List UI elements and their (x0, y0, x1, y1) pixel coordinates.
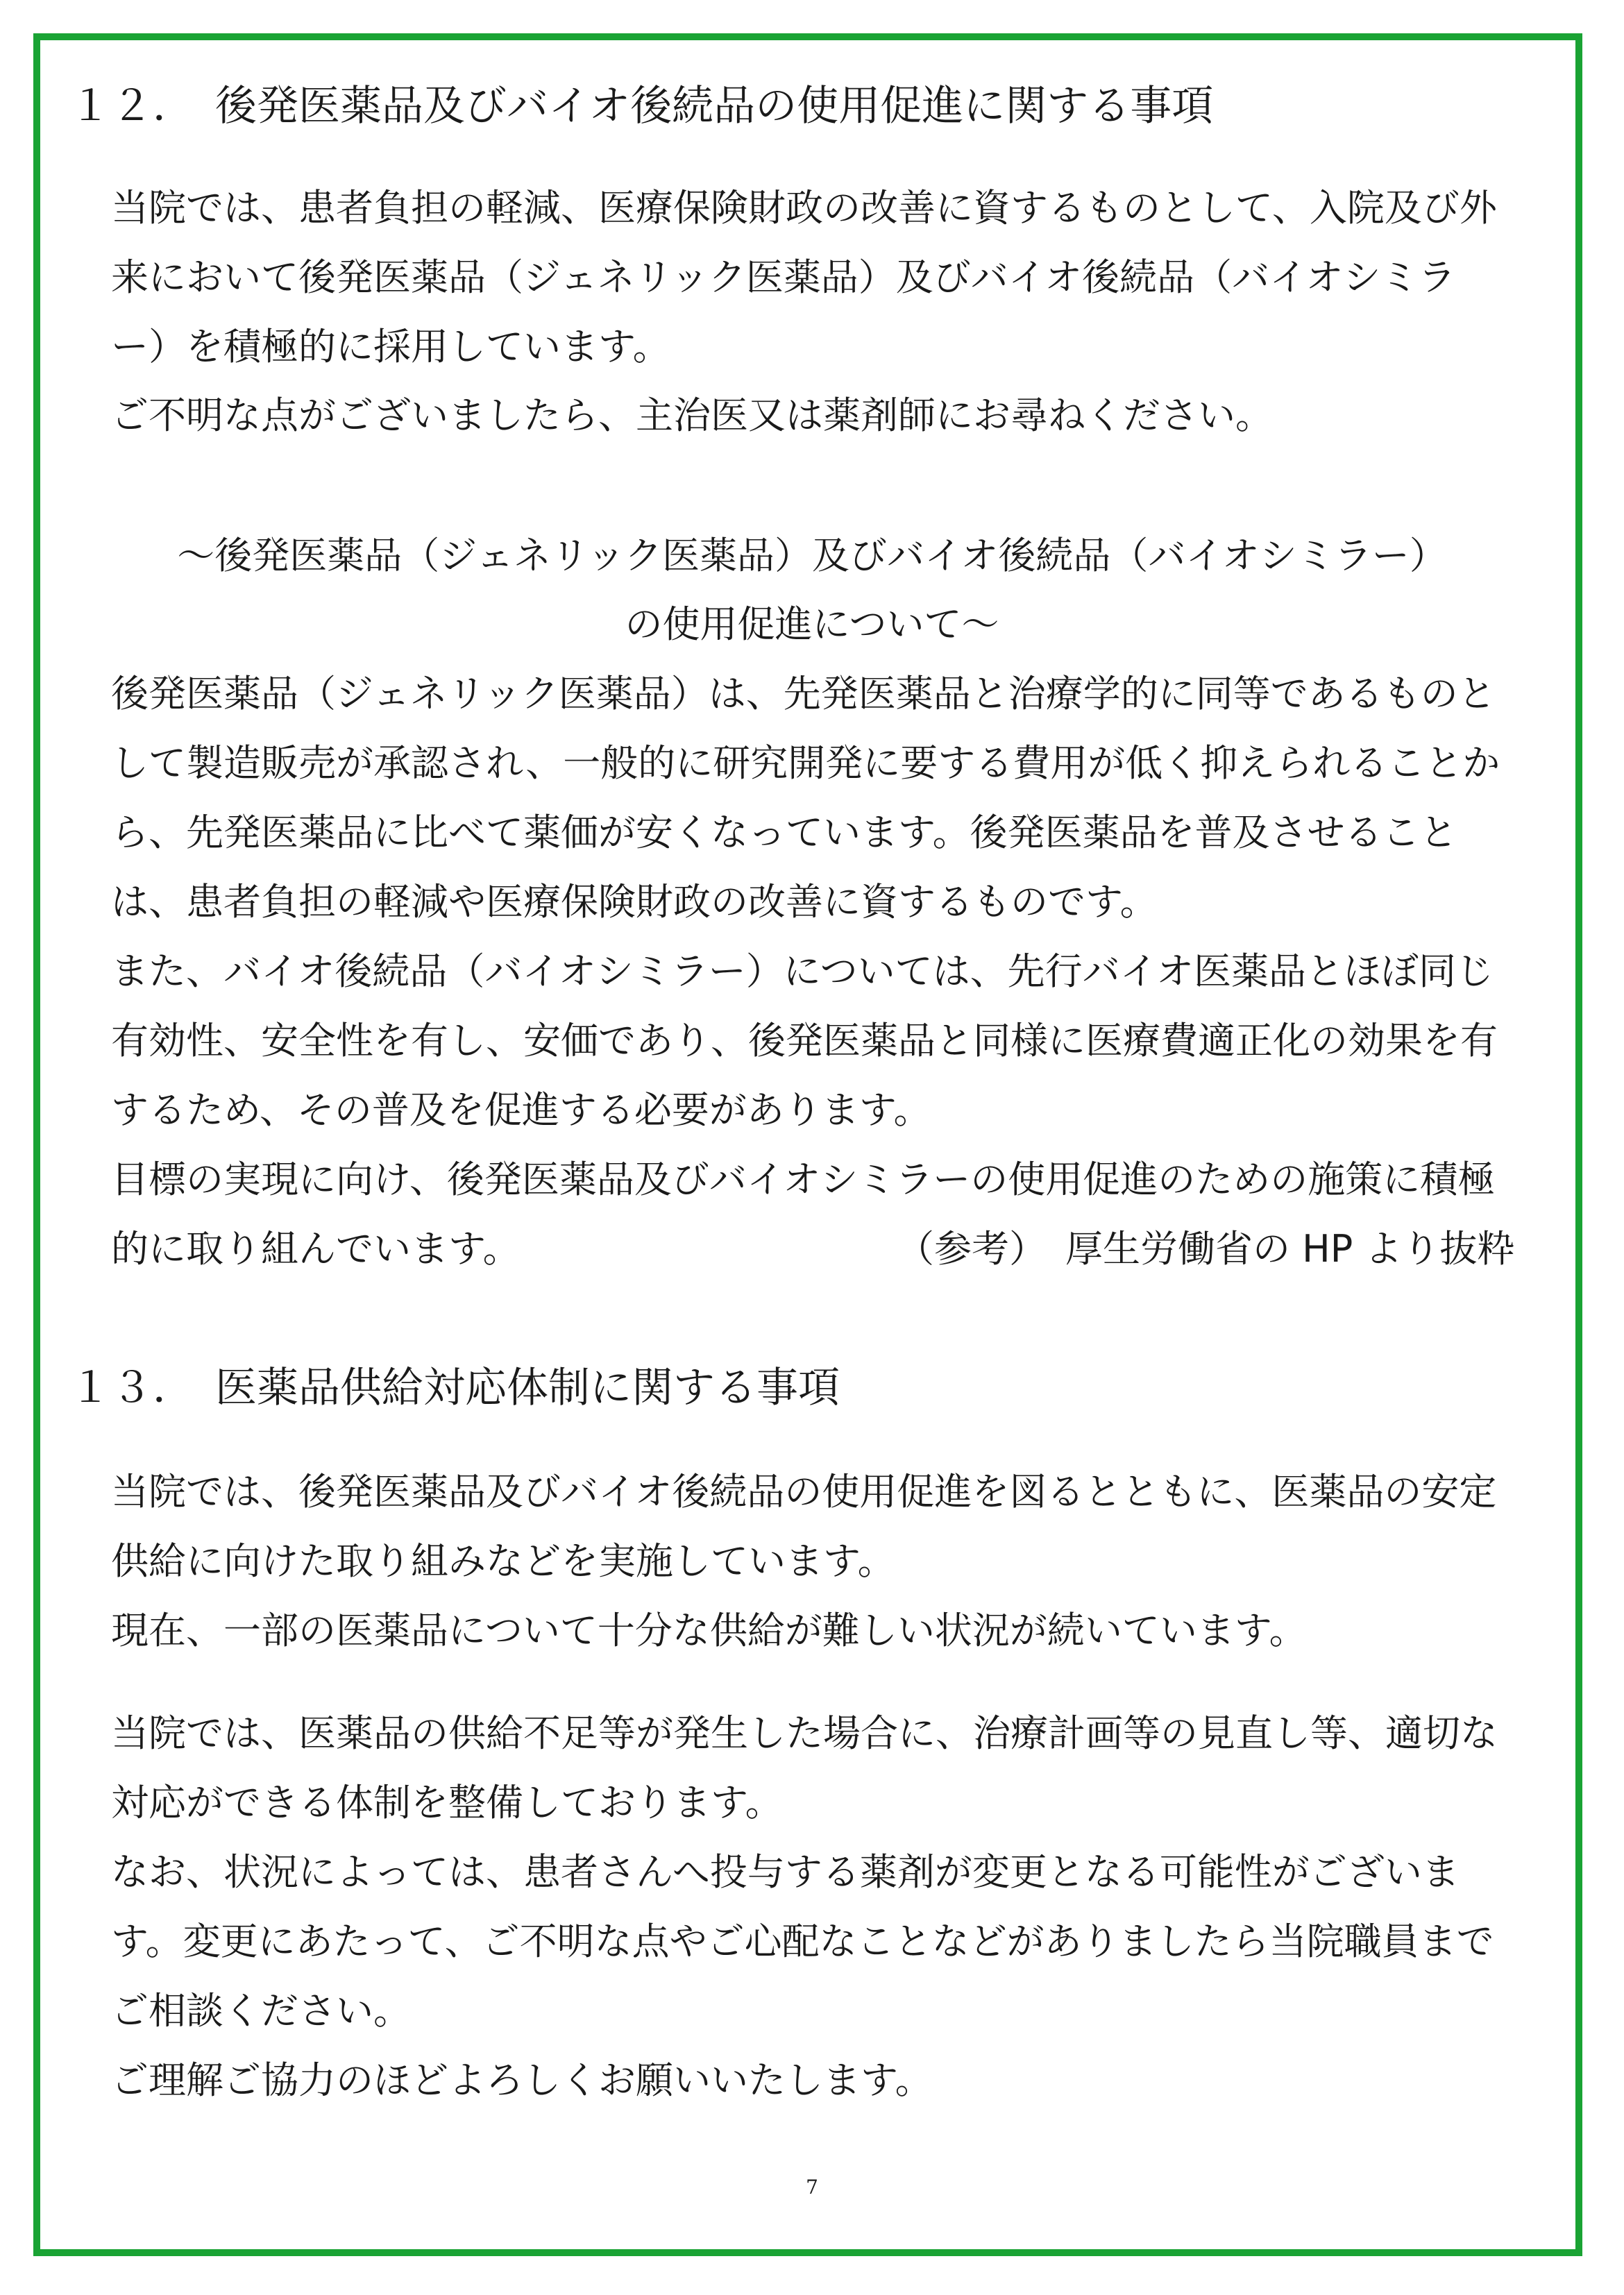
page-number: 7 (806, 2176, 818, 2199)
section-12-subtitle-line-1: ～後発医薬品（ジェネリック医薬品）及びバイオ後続品（バイオシミラー） (177, 534, 1447, 577)
section-12-subtitle-line-2: の使用促進について～ (625, 602, 999, 646)
section-13-para1-line-3: 現在、一部の医薬品について十分な供給が難しい状況が続いています。 (111, 1609, 1307, 1652)
section-13-para1-line-2: 供給に向けた取り組みなどを実施しています。 (111, 1539, 895, 1583)
section-12-detail-line-5: また、バイオ後続品（バイオシミラー）については、先行バイオ医薬品とほぼ同じ (111, 949, 1494, 993)
section-12-detail-line-2: して製造販売が承認され、一般的に研究開発に要する費用が低く抑えられることか (111, 741, 1500, 785)
section-12-intro-line-3: ー）を積極的に採用しています。 (111, 325, 670, 369)
section-12-intro-line-2: 来において後発医薬品（ジェネリック医薬品）及びバイオ後続品（バイオシミラ (111, 255, 1456, 299)
section-13-para2-line-4: す。変更にあたって、ご不明な点やご心配なことなどがありましたら当院職員まで (111, 1920, 1494, 1963)
section-13-heading: １３． 医薬品供給対応体制に関する事項 (69, 1364, 840, 1412)
section-13-para1-line-1: 当院では、後発医薬品及びバイオ後続品の使用促進を図るとともに、医薬品の安定 (111, 1470, 1497, 1514)
section-12-detail-line-8: 目標の実現に向け、後発医薬品及びバイオシミラーの使用促進のための施策に積極 (111, 1158, 1496, 1201)
section-12-detail-line-7: するため、その普及を促進する必要があります。 (111, 1088, 931, 1132)
section-12-intro-line-4: ご不明な点がございましたら、主治医又は薬剤師にお尋ねください。 (111, 393, 1273, 437)
section-12-detail-line-3: ら、先発医薬品に比べて薬価が安くなっています。後発医薬品を普及させること (111, 811, 1457, 854)
reference-note: （参考） 厚生労働省の HP より抜粋 (897, 1227, 1515, 1271)
section-12-intro-line-1: 当院では、患者負担の軽減、医療保険財政の改善に資するものとして、入院及び外 (111, 186, 1497, 230)
section-12-detail-line-9: 的に取り組んでいます。 (111, 1227, 521, 1271)
section-13-para2-line-6: ご理解ご協力のほどよろしくお願いいたします。 (111, 2058, 933, 2102)
section-13-para2-line-1: 当院では、医薬品の供給不足等が発生した場合に、治療計画等の見直し等、適切な (111, 1711, 1498, 1755)
section-13-para2-line-2: 対応ができる体制を整備しております。 (111, 1781, 783, 1824)
section-12-detail-line-1: 後発医薬品（ジェネリック医薬品）は、先発医薬品と治療学的に同等であるものと (111, 672, 1496, 715)
section-12-heading: １２． 後発医薬品及びバイオ後続品の使用促進に関する事項 (69, 82, 1214, 130)
section-13-para2-line-3: なお、状況によっては、患者さんへ投与する薬剤が変更となる可能性がございま (111, 1850, 1460, 1894)
section-13-para2-line-5: ご相談ください。 (111, 1989, 411, 2033)
section-12-detail-line-6: 有効性、安全性を有し、安価であり、後発医薬品と同様に医療費適正化の効果を有 (111, 1019, 1498, 1062)
section-12-detail-line-4: は、患者負担の軽減や医療保険財政の改善に資するものです。 (111, 880, 1158, 924)
